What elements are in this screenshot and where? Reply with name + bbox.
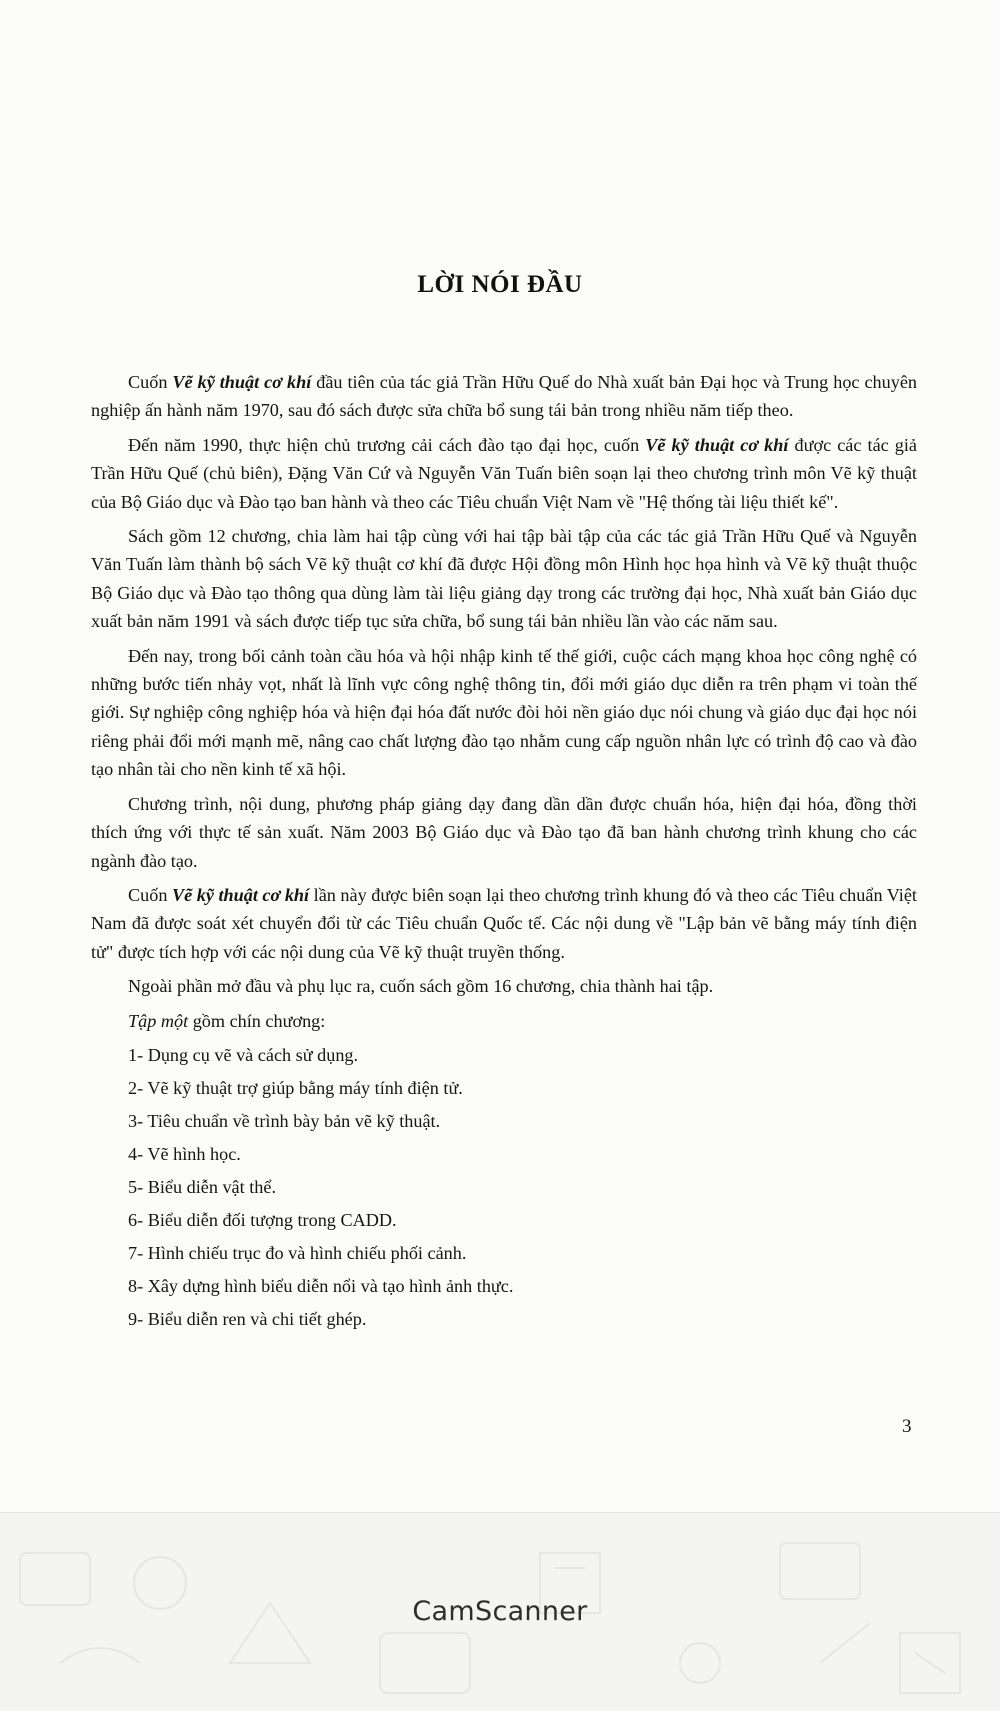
volume-label-rest: gồm chín chương: xyxy=(188,1010,326,1031)
paragraph-5: Chương trình, nội dung, phương pháp giảng dạy đang dần dần được chuẩn hóa, hiện đại hóa, đồng thời thích ứng với thực tế sản xuất. Năm 2003 Bộ Giáo dục và Đào tạo đã ban hành chương trình khung cho các ngành đào tạo. xyxy=(91,793,917,871)
paragraph-6 xyxy=(91,881,917,966)
paragraph-2-lead: Đến năm 1990, thực hiện chủ trương cải cách đào tạo đại học, cuốn xyxy=(128,434,646,455)
paragraph-2 xyxy=(91,431,917,516)
paragraph-1 xyxy=(91,368,917,425)
chapter-item: 5- Biểu diễn vật thể. xyxy=(128,1176,276,1197)
chapter-item: 8- Xây dựng hình biểu diễn nổi và tạo hình ảnh thực. xyxy=(128,1275,514,1296)
book-title: Vẽ kỹ thuật cơ khí xyxy=(171,884,310,905)
paragraph-3: Sách gồm 12 chương, chia làm hai tập cùng với hai tập bài tập của các tác giả Trần Hữu Quế và Nguyễn Văn Tuấn làm thành bộ sách Vẽ kỹ thuật cơ khí đã được Hội đồng môn Hình học họa hình và Vẽ kỹ thuật thuộc Bộ Giáo dục và Đào tạo thông qua dùng làm tài liệu giảng dạy trong các trường đại học, Nhà xuất bản Giáo dục xuất bản năm 1991 và sách được tiếp tục sửa chữa, bổ sung tái bản nhiều lần vào các năm sau. xyxy=(91,526,917,632)
paragraph-4: Đến nay, trong bối cảnh toàn cầu hóa và hội nhập kinh tế thế giới, cuộc cách mạng khoa học công nghệ có những bước tiến nhảy vọt, nhất là lĩnh vực công nghệ thông tin, đổi mới giáo dục diễn ra trên phạm vi toàn thế giới. Sự nghiệp công nghiệp hóa và hiện đại hóa đất nước đòi hỏi nền giáo dục nói chung và giáo dục đại học nói riêng phải đổi mới mạnh mẽ, nâng cao chất lượng đào tạo nhằm cung cấp nguồn nhân lực có trình độ cao và đào tạo nhân tài cho nền kinh tế xã hội. xyxy=(91,645,917,780)
paragraph-6-text: lần này được biên soạn lại theo chương trình khung đó và theo các Tiêu chuẩn Việt Nam đã được soát xét chuyển đổi từ các Tiêu chuẩn Quốc tế. Các nội dung về "Lập bản vẽ bằng máy tính điện tử" được tích hợp với các nội dung của Vẽ kỹ thuật truyền thống. xyxy=(91,884,917,962)
book-title: Vẽ kỹ thuật cơ khí xyxy=(172,372,312,392)
book-title: Vẽ kỹ thuật cơ khí xyxy=(645,434,789,455)
chapter-item: 6- Biểu diễn đối tượng trong CADD. xyxy=(128,1209,397,1230)
paragraph-7: Ngoài phần mở đầu và phụ lục ra, cuốn sách gồm 16 chương, chia thành hai tập. xyxy=(128,976,714,997)
chapter-item: 3- Tiêu chuẩn về trình bày bản vẽ kỹ thuật. xyxy=(128,1110,441,1131)
volume-label: Tập một xyxy=(128,1010,189,1031)
chapter-list xyxy=(91,1041,917,1333)
paragraph-1-lead: Cuốn xyxy=(128,372,173,392)
paragraph-2-text: được các tác giả Trần Hữu Quế (chủ biên), Đặng Văn Cứ và Nguyễn Văn Tuấn biên soạn lại theo chương trình môn Vẽ kỹ thuật của Bộ Giáo dục và Đào tạo ban hành và theo các Tiêu chuẩn Việt Nam về "Hệ thống tài liệu thiết kế". xyxy=(91,434,917,512)
page-title: LỜI NÓI ĐẦU xyxy=(417,270,583,298)
volume-heading xyxy=(91,1007,917,1035)
preface-body xyxy=(91,368,917,1338)
chapter-item: 9- Biểu diễn ren và chi tiết ghép. xyxy=(128,1308,367,1329)
paragraph-6-lead: Cuốn xyxy=(128,884,172,905)
camscanner-watermark: CamScanner xyxy=(412,1596,588,1627)
paragraph-1-text: đầu tiên của tác giả Trần Hữu Quế do Nhà xuất bản Đại học và Trung học chuyên nghiệp ấn hành năm 1970, sau đó sách được sửa chữa bổ sung tái bản trong nhiều năm tiếp theo. xyxy=(91,372,917,421)
chapter-item: 2- Vẽ kỹ thuật trợ giúp bằng máy tính điện tử. xyxy=(128,1077,463,1098)
chapter-item: 4- Vẽ hình học. xyxy=(128,1143,241,1164)
page-number: 3 xyxy=(902,1416,912,1437)
chapter-item: 7- Hình chiếu trục đo và hình chiếu phối cảnh. xyxy=(128,1242,467,1263)
chapter-item: 1- Dụng cụ vẽ và cách sử dụng. xyxy=(128,1044,359,1065)
